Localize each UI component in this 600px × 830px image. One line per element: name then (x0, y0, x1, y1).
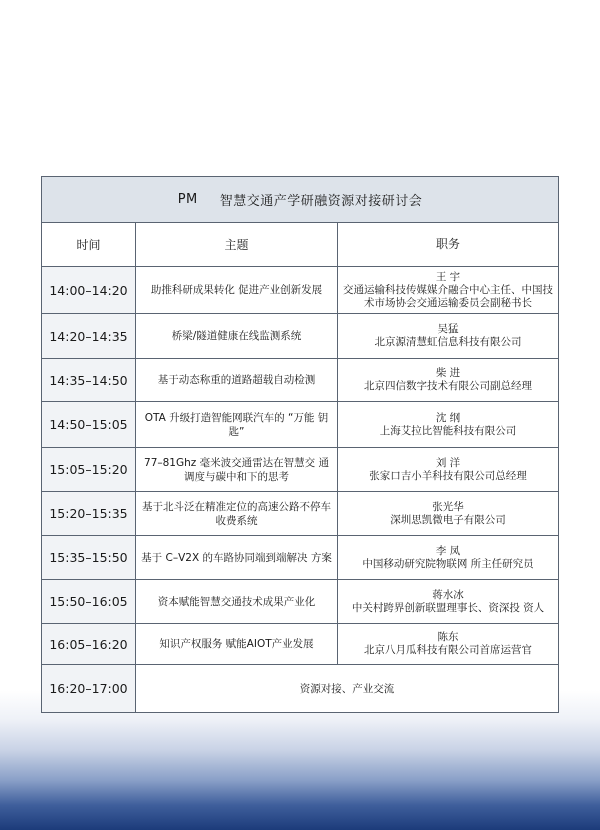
time-cell: 15:20–15:35 (42, 492, 136, 535)
speaker-name: 陈东 (437, 631, 459, 643)
speaker-position: 北京八月瓜科技有限公司首席运营官 (364, 644, 532, 656)
speaker-name: 张光华 (432, 500, 464, 513)
schedule-table (41, 176, 559, 713)
table-row (42, 267, 558, 314)
speaker-name: 刘 洋 (435, 456, 461, 469)
speaker-position: 张家口吉小羊科技有限公司总经理 (369, 469, 527, 482)
speaker-position: 北京四信数字技术有限公司副总经理 (364, 380, 532, 392)
table-row (42, 314, 558, 359)
time-cell: 14:20–14:35 (42, 314, 136, 358)
speaker-position: 深圳思凯微电子有限公司 (390, 513, 506, 526)
final-content-cell: 资源对接、产业交流 (299, 683, 395, 695)
topic-cell: 资本赋能智慧交通技术成果产业化 (136, 580, 338, 623)
topic-cell: 知识产权服务 赋能AIOT产业发展 (136, 624, 338, 664)
table-row (42, 492, 558, 536)
speaker-name: 蒋水冰 (432, 588, 464, 601)
time-cell: 16:05–16:20 (42, 624, 136, 664)
topic-cell: 桥梁/隧道健康在线监测系统 (136, 314, 338, 358)
speaker-name: 李 凤 (435, 544, 461, 557)
speaker-position: 中国移动研究院物联网 所主任研究员 (362, 557, 534, 570)
role-cell (338, 536, 558, 579)
table-title: 智慧交通产学研融资源对接研讨会 (219, 194, 423, 209)
table-row (42, 536, 558, 580)
topic-cell: 助推科研成果转化 促进产业创新发展 (136, 267, 338, 313)
role-cell (338, 492, 558, 535)
speaker-name: 吴猛 (437, 323, 459, 335)
speaker-position: 交通运输科技传媒媒介融合中心主任、中国技术市场协会交通运输委员会副秘书长 (343, 283, 553, 309)
speaker-position: 上海艾拉比智能科技有限公司 (379, 424, 517, 437)
speaker-position: 北京源清慧虹信息科技有限公司 (374, 336, 522, 348)
role-cell (338, 402, 558, 447)
time-cell: 14:00–14:20 (42, 267, 136, 313)
table-row (42, 624, 558, 665)
role-cell (338, 359, 558, 401)
time-cell: 15:50–16:05 (42, 580, 136, 623)
time-cell: 15:05–15:20 (42, 448, 136, 491)
role-cell (338, 267, 558, 313)
table-header-row (42, 223, 558, 267)
time-cell: 14:50–15:05 (42, 402, 136, 447)
role-cell (338, 580, 558, 623)
table-row (42, 402, 558, 448)
header-time: 时间 (42, 223, 136, 266)
speaker-name: 沈 纲 (435, 411, 461, 424)
speaker-name: 柴 进 (435, 367, 461, 379)
header-role: 职务 (338, 223, 558, 266)
speaker-position: 中关村跨界创新联盟理事长、资深投 资人 (351, 601, 545, 614)
time-cell: 15:35–15:50 (42, 536, 136, 579)
time-cell: 14:35–14:50 (42, 359, 136, 401)
table-title-row (42, 177, 558, 223)
topic-cell: 基于动态称重的道路超载自动检测 (136, 359, 338, 401)
topic-cell: 77–81Ghz 毫米波交通雷达在智慧交 通调度与碳中和下的思考 (136, 448, 338, 491)
table-row (42, 448, 558, 492)
header-topic: 主题 (136, 223, 338, 266)
role-cell (338, 624, 558, 664)
topic-cell: 基于北斗泛在精准定位的高速公路不停车收费系统 (136, 492, 338, 535)
table-row (42, 359, 558, 402)
session-label: PM (177, 192, 198, 207)
topic-cell: OTA 升级打造智能网联汽车的 “万能 钥匙” (136, 402, 338, 447)
role-cell (338, 448, 558, 491)
speaker-name: 王 宇 (435, 270, 461, 283)
topic-cell: 基于 C–V2X 的车路协同端到端解决 方案 (136, 536, 338, 579)
table-row-final (42, 665, 558, 712)
time-cell: 16:20–17:00 (42, 665, 136, 712)
table-row (42, 580, 558, 624)
role-cell (338, 314, 558, 358)
